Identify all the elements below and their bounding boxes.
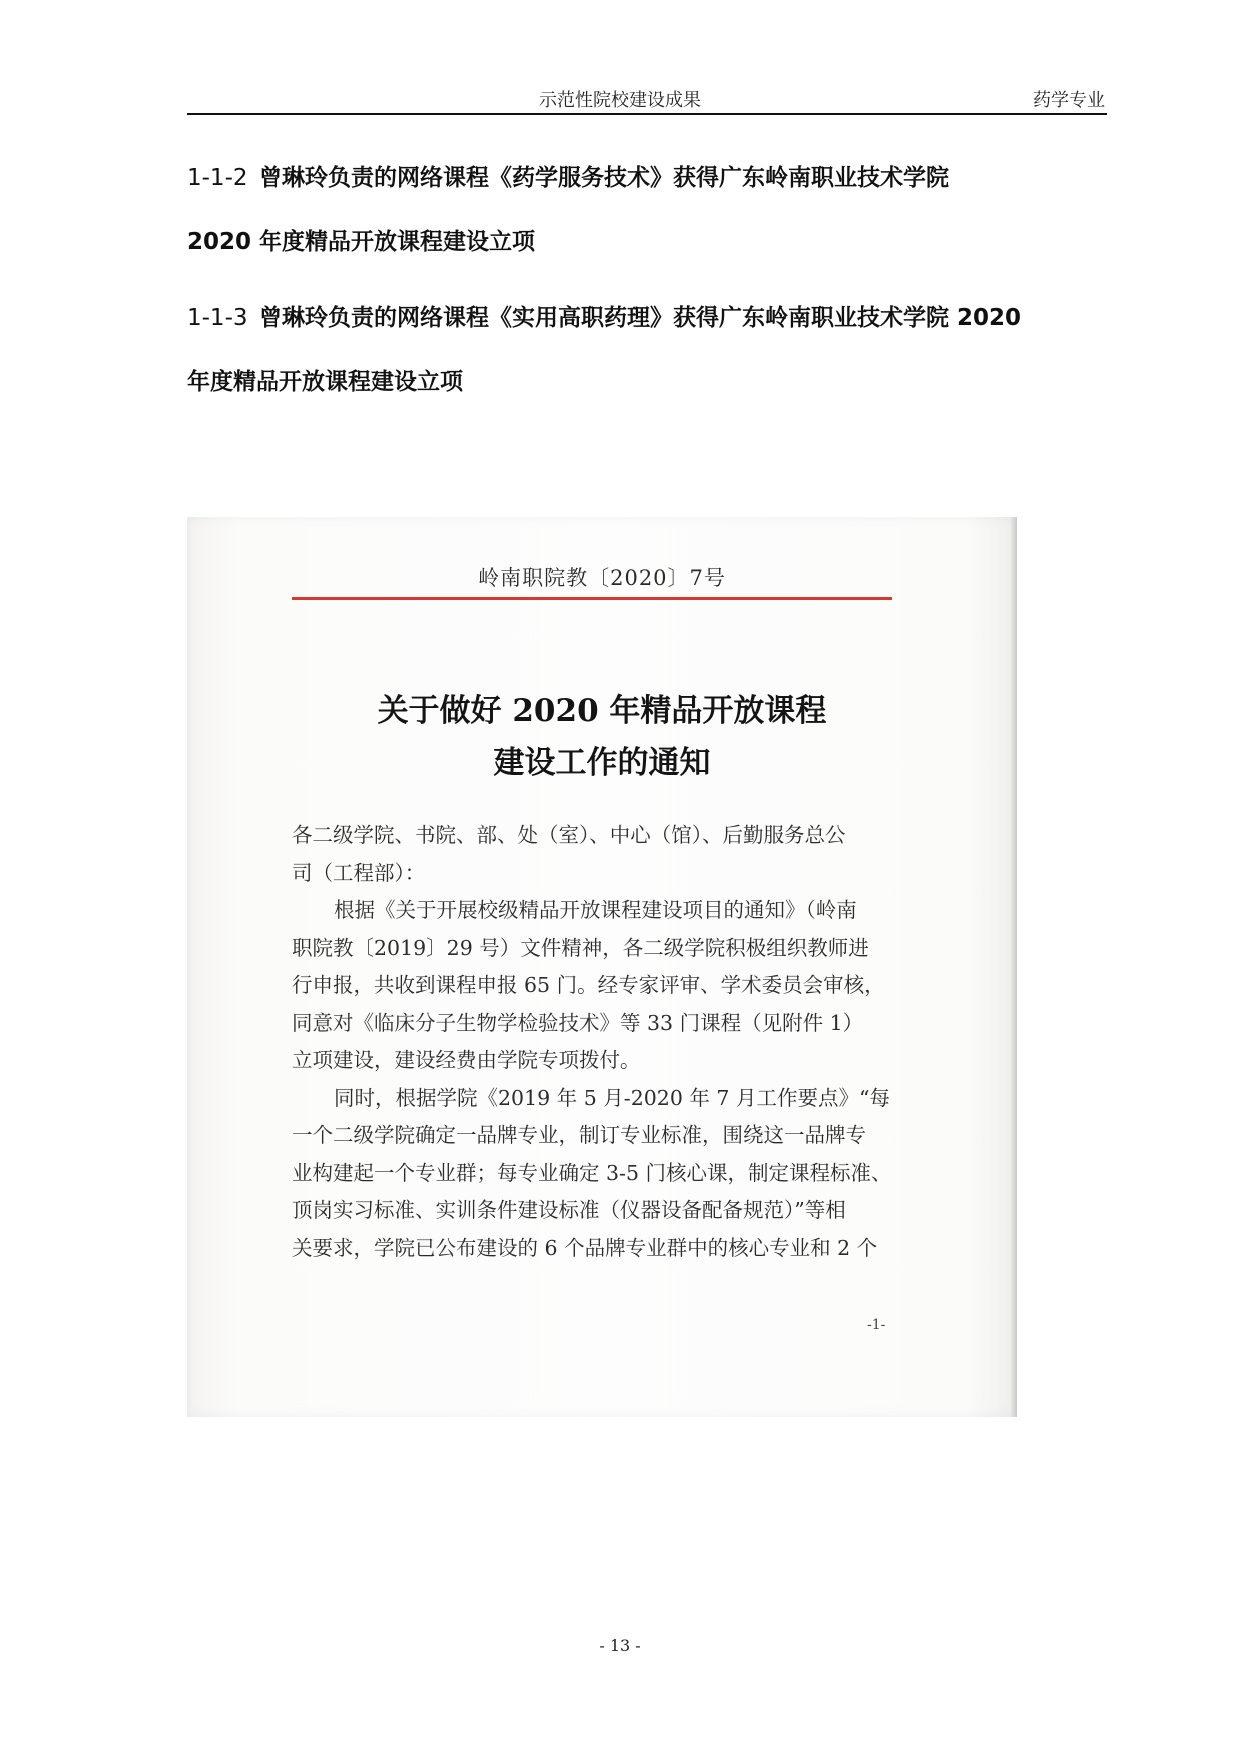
notice-line: 行申报，共收到课程申报 65 门。经专家评审、学术委员会审核，: [292, 973, 885, 997]
notice-line: 立项建设，建设经费由学院专项拨付。: [292, 1048, 641, 1072]
scanned-notice-image: [187, 517, 1017, 1417]
notice-line: 同意对《临床分子生物学检验技术》等 33 门课程（见附件 1）: [292, 1010, 864, 1035]
section-heading-1-1-3: [187, 286, 1067, 414]
notice-line: 根据《关于开展校级精品开放课程建设项目的通知》（岭南: [334, 898, 857, 922]
heading-line: 2020 年度精品开放课程建设立项: [187, 229, 536, 255]
notice-line: 一个二级学院确定一品牌专业，制订专业标准，围绕这一品牌专: [292, 1123, 866, 1147]
page-header-section: 药学专业: [1033, 90, 1105, 111]
heading-number: 1-1-2: [187, 165, 248, 191]
notice-line: 司（工程部）：: [292, 860, 426, 885]
scan-page-marker: -1-: [867, 1317, 886, 1333]
heading-line: 曾琳玲负责的网络课程《实用高职药理》获得广东岭南职业技术学院 2020: [259, 305, 1022, 331]
scan-edge: [1011, 517, 1017, 1417]
document-number: 岭南职院教〔2020〕7号: [478, 566, 726, 590]
page-number: - 13 -: [599, 1636, 641, 1655]
heading-line: 曾琳玲负责的网络课程《药学服务技术》获得广东岭南职业技术学院: [259, 165, 949, 191]
notice-line: 职院教〔2019〕29 号）文件精神，各二级学院积极组织教师进: [292, 935, 869, 960]
notice-line: 业构建起一个专业群；每专业确定 3-5 门核心课，制定课程标准、: [292, 1160, 892, 1185]
header-rule: [187, 113, 1107, 115]
section-heading-1-1-2: [187, 146, 1067, 274]
heading-line: 年度精品开放课程建设立项: [187, 369, 463, 395]
notice-title-line-2: 建设工作的通知: [493, 745, 711, 781]
notice-body: [292, 817, 892, 1267]
heading-number: 1-1-3: [187, 305, 248, 331]
notice-title-line-1: 关于做好 2020 年精品开放课程: [377, 693, 827, 729]
notice-line: 关要求，学院已公布建设的 6 个品牌专业群中的核心专业和 2 个: [292, 1235, 878, 1260]
notice-line: 各二级学院、书院、部、处（室）、中心（馆）、后勤服务总公: [292, 823, 846, 847]
notice-line: 顶岗实习标准、实训条件建设标准（仪器设备配备规范）”等相: [292, 1198, 846, 1222]
notice-line: 同时，根据学院《2019 年 5 月-2020 年 7 月工作要点》“每: [334, 1085, 890, 1110]
red-divider: [292, 597, 892, 600]
page-header-title: 示范性院校建设成果: [539, 90, 701, 111]
